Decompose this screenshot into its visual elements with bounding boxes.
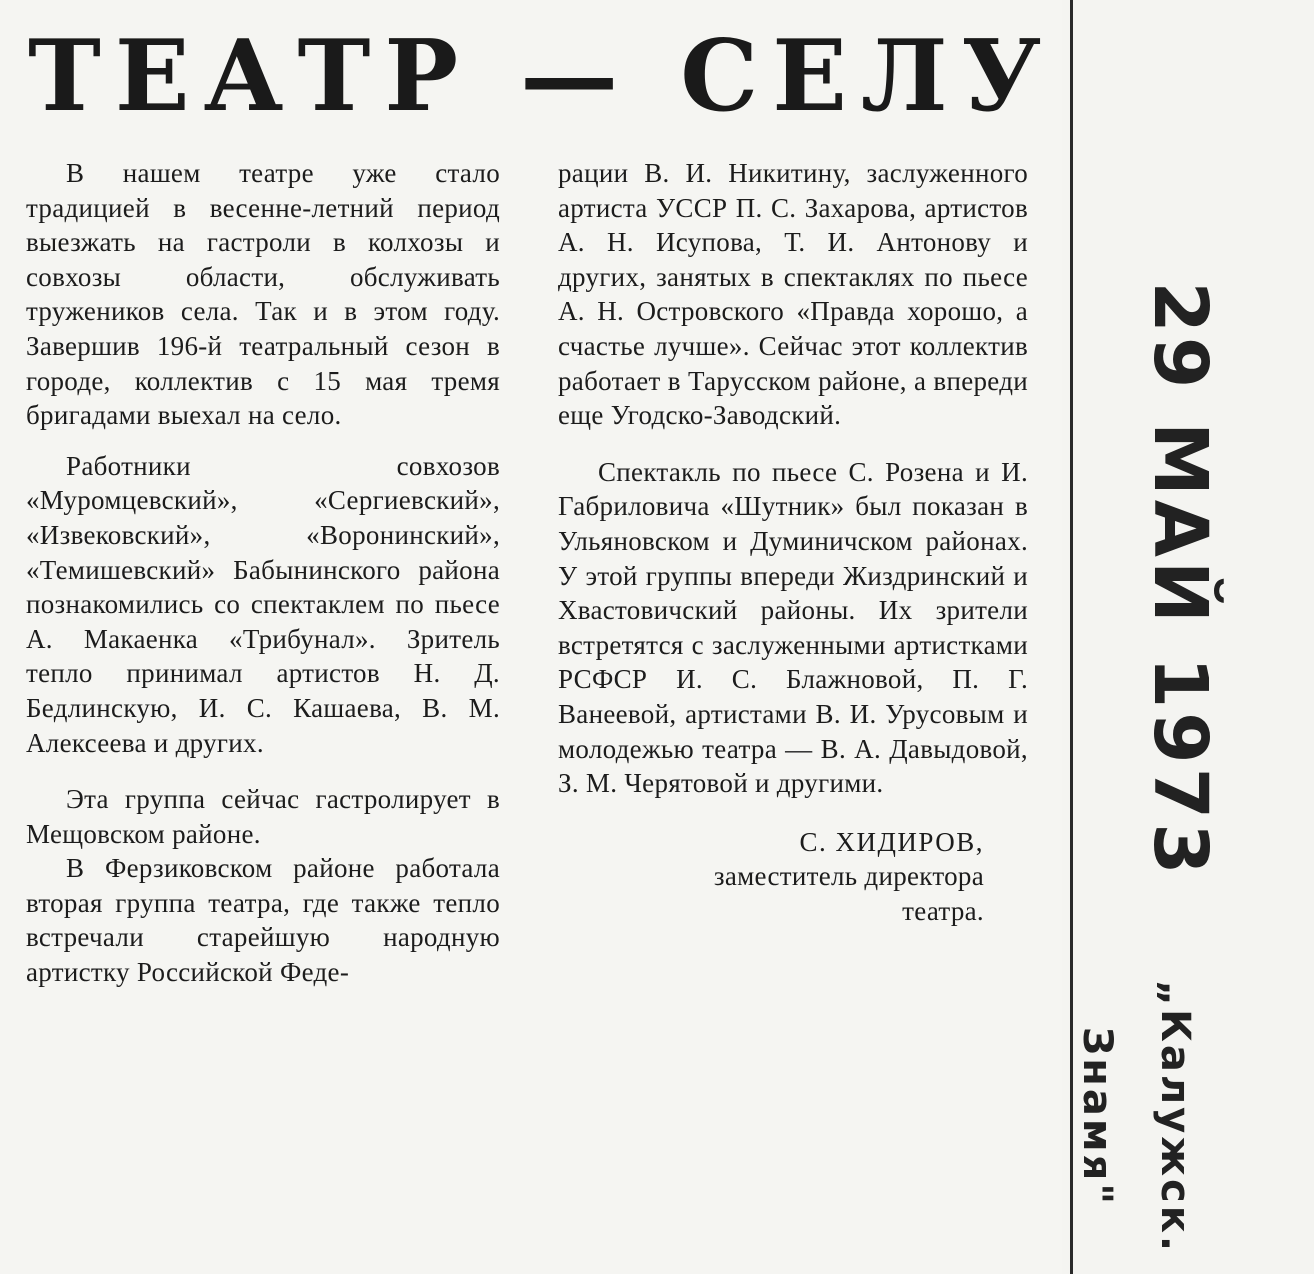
date-stamp-text: 29 МАЙ 1973 — [1137, 281, 1223, 879]
paragraph: В нашем театре уже стало традицией в весенне-летний период выезжать на гастроли в колхозы и совхозы области, обслуживать тружеников села. Так и в этом году. Завершив 196-й театральный сезон в городе, коллектив с 15 мая тремя бригадами выехал на село. — [26, 158, 500, 431]
author-role-line: заместитель директора — [713, 861, 984, 892]
author-signature: С. ХИДИРОВ, — [799, 826, 984, 857]
paragraph: Спектакль по пьесе С. Розена и И. Габриловича «Шутник» был показан в Ульяновском и Думиничском районах. У этой группы впереди Жиздринский и Хвастовичский районы. Их зрители встретятся с заслуженными артистками РСФСР И. С. Блажновой, П. Г. Ванеевой, артистами В. И. Урусовым и молодежью театра — В. А. Давыдовой, З. М. Черятовой и другими. — [558, 456, 1028, 799]
author-role-line: театра. — [902, 895, 984, 926]
article-column-1 — [26, 156, 500, 990]
newspaper-stamp — [1074, 979, 1198, 1255]
headline: ТЕАТР — СЕЛУ — [28, 19, 1056, 134]
article-column-2 — [558, 156, 1028, 928]
author-role — [558, 859, 1028, 928]
paragraph: В Ферзиковском районе работала вторая группа театра, где также тепло встречали старейшую народную артистку Российской Феде- — [26, 853, 500, 988]
date-stamp — [1137, 281, 1223, 879]
newspaper-stamp-text: „Калужск. Знамя" — [1074, 979, 1198, 1255]
paragraph: Эта группа сейчас гастролирует в Мещовском районе. — [26, 784, 500, 849]
paragraph: Работники совхозов «Муромцевский», «Сергиевский», «Извековский», «Воронинский», «Темишевский» Бабынинского района познакомились со спектаклем по пьесе А. Макаенка «Трибунал». Зритель тепло принимал артистов Н. Д. Бедлинскую, И. С. Кашаева, В. М. Алексеева и других. — [26, 450, 500, 758]
paragraph: рации В. И. Никитину, заслуженного артиста УССР П. С. Захарова, артистов А. Н. Исупова, Т. И. Антонову и других, занятых в спектаклях по пьесе А. Н. Островского «Правда хорошо, а счастье лучше». Сейчас этот коллектив работает в Тарусском районе, а впереди еще Угодско-Заводский. — [558, 158, 1028, 431]
